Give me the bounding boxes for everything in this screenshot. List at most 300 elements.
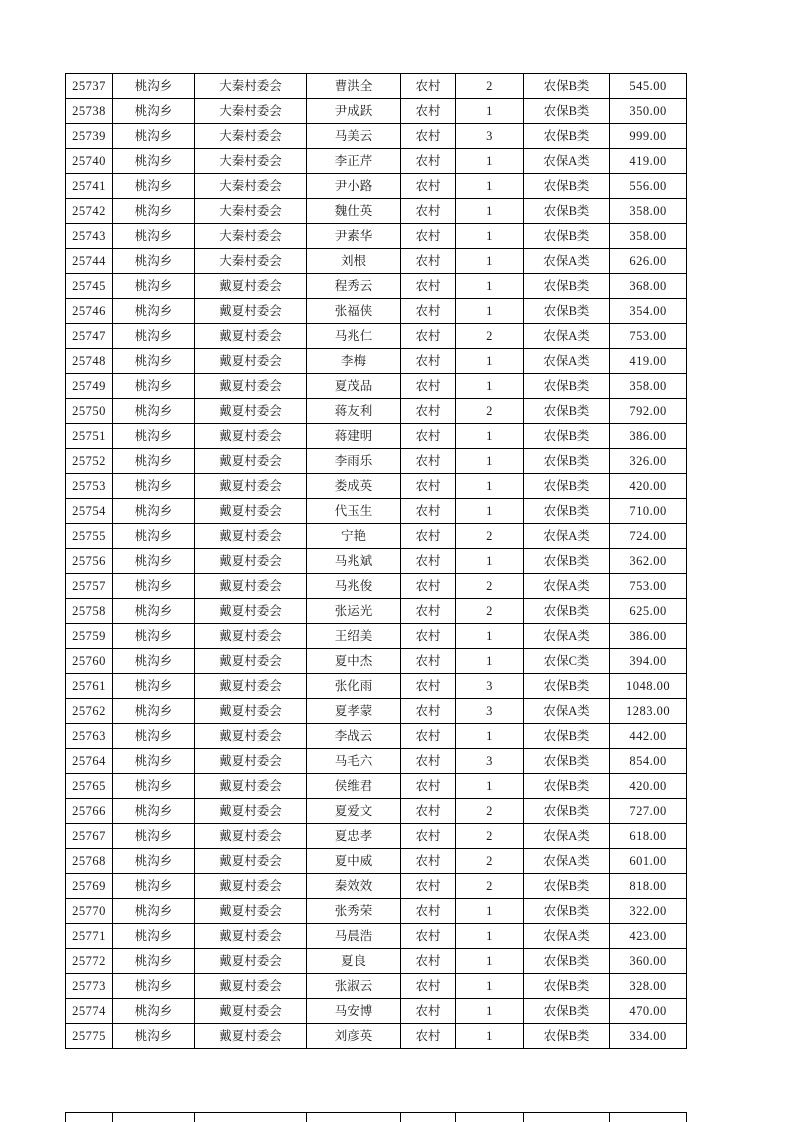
- cell-record-id: 25774: [66, 999, 113, 1024]
- cell-amount: 419.00: [610, 349, 687, 374]
- cell-record-id: 25761: [66, 674, 113, 699]
- cell-record-id: 25737: [66, 74, 113, 99]
- cell-person-name: 王绍美: [307, 624, 401, 649]
- table-row: [66, 949, 687, 974]
- cell-insurance-category: 农保A类: [524, 849, 610, 874]
- cell-amount: 358.00: [610, 224, 687, 249]
- cell-amount: 442.00: [610, 724, 687, 749]
- cell-amount: 545.00: [610, 74, 687, 99]
- cell-record-id: 25747: [66, 324, 113, 349]
- cell-village-committee: 戴夏村委会: [195, 924, 307, 949]
- cell-partial: [456, 1113, 524, 1122]
- cell-insurance-category: 农保B类: [524, 749, 610, 774]
- cell-amount: 470.00: [610, 999, 687, 1024]
- cell-township: 桃沟乡: [113, 424, 195, 449]
- cell-person-count: 1: [456, 424, 524, 449]
- cell-residence-type: 农村: [401, 624, 456, 649]
- cell-township: 桃沟乡: [113, 199, 195, 224]
- cell-person-count: 1: [456, 224, 524, 249]
- cell-person-count: 2: [456, 599, 524, 624]
- cell-person-count: 1: [456, 924, 524, 949]
- cell-village-committee: 戴夏村委会: [195, 374, 307, 399]
- cell-person-count: 2: [456, 74, 524, 99]
- cell-person-name: 夏中杰: [307, 649, 401, 674]
- cell-village-committee: 戴夏村委会: [195, 524, 307, 549]
- cell-person-count: 3: [456, 674, 524, 699]
- cell-village-committee: 大秦村委会: [195, 224, 307, 249]
- table-row: [66, 374, 687, 399]
- cell-person-name: 李正芹: [307, 149, 401, 174]
- table-row: [66, 899, 687, 924]
- cell-person-name: 秦效效: [307, 874, 401, 899]
- cell-record-id: 25768: [66, 849, 113, 874]
- cell-person-name: 尹素华: [307, 224, 401, 249]
- cell-partial: [195, 1113, 307, 1122]
- cell-township: 桃沟乡: [113, 474, 195, 499]
- cell-insurance-category: 农保B类: [524, 874, 610, 899]
- cell-insurance-category: 农保B类: [524, 274, 610, 299]
- cell-record-id: 25754: [66, 499, 113, 524]
- cell-amount: 753.00: [610, 324, 687, 349]
- cell-residence-type: 农村: [401, 174, 456, 199]
- cell-amount: 1048.00: [610, 674, 687, 699]
- cell-residence-type: 农村: [401, 224, 456, 249]
- table-row: [66, 774, 687, 799]
- cell-township: 桃沟乡: [113, 949, 195, 974]
- cell-person-name: 张化雨: [307, 674, 401, 699]
- cell-township: 桃沟乡: [113, 599, 195, 624]
- cell-person-count: 1: [456, 249, 524, 274]
- cell-record-id: 25743: [66, 224, 113, 249]
- cell-village-committee: 戴夏村委会: [195, 724, 307, 749]
- cell-person-count: 1: [456, 349, 524, 374]
- cell-record-id: 25773: [66, 974, 113, 999]
- cell-person-name: 夏爱文: [307, 799, 401, 824]
- table-row: [66, 674, 687, 699]
- cell-record-id: 25769: [66, 874, 113, 899]
- cell-insurance-category: 农保B类: [524, 99, 610, 124]
- cell-person-name: 马兆斌: [307, 549, 401, 574]
- cell-person-name: 蒋建明: [307, 424, 401, 449]
- cell-person-count: 2: [456, 874, 524, 899]
- cell-record-id: 25740: [66, 149, 113, 174]
- cell-residence-type: 农村: [401, 974, 456, 999]
- cell-village-committee: 戴夏村委会: [195, 299, 307, 324]
- cell-record-id: 25746: [66, 299, 113, 324]
- cell-person-name: 娄成英: [307, 474, 401, 499]
- cell-residence-type: 农村: [401, 374, 456, 399]
- cell-person-name: 马兆仁: [307, 324, 401, 349]
- table-row: [66, 199, 687, 224]
- table-row: [66, 174, 687, 199]
- cell-insurance-category: 农保A类: [524, 149, 610, 174]
- table-row: [66, 924, 687, 949]
- cell-village-committee: 戴夏村委会: [195, 624, 307, 649]
- cell-insurance-category: 农保B类: [524, 449, 610, 474]
- cell-amount: 753.00: [610, 574, 687, 599]
- cell-partial: [401, 1113, 456, 1122]
- cell-person-name: 侯维君: [307, 774, 401, 799]
- cell-village-committee: 戴夏村委会: [195, 449, 307, 474]
- cell-township: 桃沟乡: [113, 649, 195, 674]
- cell-person-count: 1: [456, 499, 524, 524]
- cell-amount: 1283.00: [610, 699, 687, 724]
- cell-residence-type: 农村: [401, 199, 456, 224]
- cell-residence-type: 农村: [401, 799, 456, 824]
- cell-township: 桃沟乡: [113, 574, 195, 599]
- cell-record-id: 25753: [66, 474, 113, 499]
- cell-township: 桃沟乡: [113, 524, 195, 549]
- cell-insurance-category: 农保B类: [524, 949, 610, 974]
- cell-person-count: 1: [456, 549, 524, 574]
- table-row: [66, 799, 687, 824]
- cell-village-committee: 戴夏村委会: [195, 899, 307, 924]
- cell-township: 桃沟乡: [113, 799, 195, 824]
- cell-insurance-category: 农保B类: [524, 599, 610, 624]
- cell-record-id: 25759: [66, 624, 113, 649]
- cell-insurance-category: 农保A类: [524, 324, 610, 349]
- cell-amount: 354.00: [610, 299, 687, 324]
- cell-residence-type: 农村: [401, 149, 456, 174]
- cell-record-id: 25762: [66, 699, 113, 724]
- cell-township: 桃沟乡: [113, 74, 195, 99]
- cell-village-committee: 大秦村委会: [195, 174, 307, 199]
- cell-residence-type: 农村: [401, 724, 456, 749]
- cell-township: 桃沟乡: [113, 174, 195, 199]
- table-row: [66, 249, 687, 274]
- cell-person-name: 张淑云: [307, 974, 401, 999]
- cell-residence-type: 农村: [401, 299, 456, 324]
- cell-residence-type: 农村: [401, 899, 456, 924]
- cell-township: 桃沟乡: [113, 999, 195, 1024]
- cell-record-id: 25748: [66, 349, 113, 374]
- cell-residence-type: 农村: [401, 824, 456, 849]
- cell-township: 桃沟乡: [113, 974, 195, 999]
- cell-residence-type: 农村: [401, 474, 456, 499]
- cell-person-name: 刘彦英: [307, 1024, 401, 1049]
- cell-person-count: 2: [456, 399, 524, 424]
- cell-record-id: 25760: [66, 649, 113, 674]
- cell-amount: 350.00: [610, 99, 687, 124]
- cell-record-id: 25772: [66, 949, 113, 974]
- cell-insurance-category: 农保B类: [524, 424, 610, 449]
- cell-village-committee: 戴夏村委会: [195, 749, 307, 774]
- cell-township: 桃沟乡: [113, 874, 195, 899]
- cell-village-committee: 戴夏村委会: [195, 474, 307, 499]
- cell-person-name: 代玉生: [307, 499, 401, 524]
- table-row: [66, 974, 687, 999]
- cell-residence-type: 农村: [401, 674, 456, 699]
- cell-person-name: 李梅: [307, 349, 401, 374]
- cell-insurance-category: 农保B类: [524, 974, 610, 999]
- cell-record-id: 25763: [66, 724, 113, 749]
- cell-village-committee: 戴夏村委会: [195, 1024, 307, 1049]
- cell-record-id: 25775: [66, 1024, 113, 1049]
- cell-person-name: 程秀云: [307, 274, 401, 299]
- cell-person-name: 张运光: [307, 599, 401, 624]
- table-row: [66, 499, 687, 524]
- cell-amount: 626.00: [610, 249, 687, 274]
- cell-township: 桃沟乡: [113, 124, 195, 149]
- table-row: [66, 424, 687, 449]
- cell-person-name: 李雨乐: [307, 449, 401, 474]
- cell-amount: 362.00: [610, 549, 687, 574]
- cell-village-committee: 戴夏村委会: [195, 599, 307, 624]
- cell-person-name: 夏茂品: [307, 374, 401, 399]
- table-row-partial: [66, 1113, 687, 1122]
- cell-insurance-category: 农保A类: [524, 624, 610, 649]
- cell-record-id: 25745: [66, 274, 113, 299]
- cell-amount: 394.00: [610, 649, 687, 674]
- cell-record-id: 25755: [66, 524, 113, 549]
- cell-record-id: 25749: [66, 374, 113, 399]
- cell-village-committee: 戴夏村委会: [195, 324, 307, 349]
- cell-record-id: 25742: [66, 199, 113, 224]
- cell-amount: 710.00: [610, 499, 687, 524]
- cell-person-count: 1: [456, 99, 524, 124]
- cell-village-committee: 戴夏村委会: [195, 824, 307, 849]
- cell-insurance-category: 农保B类: [524, 799, 610, 824]
- cell-township: 桃沟乡: [113, 499, 195, 524]
- cell-insurance-category: 农保A类: [524, 824, 610, 849]
- cell-record-id: 25739: [66, 124, 113, 149]
- cell-residence-type: 农村: [401, 124, 456, 149]
- cell-person-count: 1: [456, 774, 524, 799]
- cell-insurance-category: 农保B类: [524, 674, 610, 699]
- cell-person-count: 1: [456, 999, 524, 1024]
- cell-insurance-category: 农保A类: [524, 574, 610, 599]
- cell-person-name: 宁艳: [307, 524, 401, 549]
- cell-residence-type: 农村: [401, 499, 456, 524]
- cell-insurance-category: 农保B类: [524, 374, 610, 399]
- cell-record-id: 25744: [66, 249, 113, 274]
- cell-person-count: 1: [456, 474, 524, 499]
- cell-village-committee: 戴夏村委会: [195, 399, 307, 424]
- cell-township: 桃沟乡: [113, 849, 195, 874]
- cell-record-id: 25741: [66, 174, 113, 199]
- cell-person-count: 1: [456, 374, 524, 399]
- cell-record-id: 25764: [66, 749, 113, 774]
- cell-village-committee: 戴夏村委会: [195, 999, 307, 1024]
- table-row: [66, 699, 687, 724]
- cell-insurance-category: 农保B类: [524, 474, 610, 499]
- cell-amount: 322.00: [610, 899, 687, 924]
- cell-village-committee: 大秦村委会: [195, 149, 307, 174]
- cell-insurance-category: 农保B类: [524, 899, 610, 924]
- cell-village-committee: 大秦村委会: [195, 249, 307, 274]
- table-row: [66, 1024, 687, 1049]
- cell-insurance-category: 农保B类: [524, 399, 610, 424]
- cell-person-count: 1: [456, 199, 524, 224]
- cell-village-committee: 戴夏村委会: [195, 949, 307, 974]
- cell-township: 桃沟乡: [113, 774, 195, 799]
- cell-residence-type: 农村: [401, 874, 456, 899]
- table-row: [66, 399, 687, 424]
- cell-person-name: 张秀荣: [307, 899, 401, 924]
- cell-person-name: 张福侠: [307, 299, 401, 324]
- cell-amount: 386.00: [610, 424, 687, 449]
- cell-person-name: 夏中威: [307, 849, 401, 874]
- table-row: [66, 224, 687, 249]
- cell-township: 桃沟乡: [113, 924, 195, 949]
- table-row: [66, 299, 687, 324]
- cell-person-name: 夏忠孝: [307, 824, 401, 849]
- cell-amount: 625.00: [610, 599, 687, 624]
- cell-person-count: 1: [456, 299, 524, 324]
- table-row: [66, 124, 687, 149]
- cell-insurance-category: 农保B类: [524, 774, 610, 799]
- cell-residence-type: 农村: [401, 274, 456, 299]
- cell-insurance-category: 农保A类: [524, 924, 610, 949]
- cell-township: 桃沟乡: [113, 899, 195, 924]
- cell-person-count: 2: [456, 524, 524, 549]
- cell-amount: 601.00: [610, 849, 687, 874]
- cell-insurance-category: 农保B类: [524, 724, 610, 749]
- cell-residence-type: 农村: [401, 449, 456, 474]
- cell-person-count: 2: [456, 849, 524, 874]
- cell-insurance-category: 农保C类: [524, 649, 610, 674]
- cell-record-id: 25738: [66, 99, 113, 124]
- cell-township: 桃沟乡: [113, 349, 195, 374]
- table-row: [66, 624, 687, 649]
- cell-insurance-category: 农保B类: [524, 199, 610, 224]
- cell-amount: 334.00: [610, 1024, 687, 1049]
- cell-record-id: 25766: [66, 799, 113, 824]
- cell-township: 桃沟乡: [113, 224, 195, 249]
- table-row: [66, 449, 687, 474]
- cell-township: 桃沟乡: [113, 749, 195, 774]
- cell-amount: 419.00: [610, 149, 687, 174]
- cell-person-name: 马晨浩: [307, 924, 401, 949]
- cell-person-count: 2: [456, 574, 524, 599]
- cell-residence-type: 农村: [401, 599, 456, 624]
- cell-amount: 368.00: [610, 274, 687, 299]
- partial-next-row: [65, 1112, 687, 1122]
- cell-village-committee: 戴夏村委会: [195, 274, 307, 299]
- cell-amount: 358.00: [610, 374, 687, 399]
- cell-residence-type: 农村: [401, 949, 456, 974]
- cell-residence-type: 农村: [401, 99, 456, 124]
- cell-amount: 854.00: [610, 749, 687, 774]
- cell-person-count: 1: [456, 974, 524, 999]
- cell-township: 桃沟乡: [113, 374, 195, 399]
- cell-amount: 818.00: [610, 874, 687, 899]
- cell-person-name: 魏仕英: [307, 199, 401, 224]
- cell-village-committee: 戴夏村委会: [195, 874, 307, 899]
- cell-amount: 386.00: [610, 624, 687, 649]
- cell-insurance-category: 农保B类: [524, 124, 610, 149]
- cell-amount: 326.00: [610, 449, 687, 474]
- cell-village-committee: 戴夏村委会: [195, 649, 307, 674]
- cell-township: 桃沟乡: [113, 249, 195, 274]
- cell-township: 桃沟乡: [113, 274, 195, 299]
- cell-residence-type: 农村: [401, 749, 456, 774]
- cell-insurance-category: 农保B类: [524, 499, 610, 524]
- cell-residence-type: 农村: [401, 424, 456, 449]
- cell-amount: 618.00: [610, 824, 687, 849]
- table-row: [66, 549, 687, 574]
- cell-amount: 420.00: [610, 774, 687, 799]
- cell-person-count: 1: [456, 149, 524, 174]
- cell-record-id: 25751: [66, 424, 113, 449]
- cell-insurance-category: 农保A类: [524, 349, 610, 374]
- table-row: [66, 749, 687, 774]
- cell-record-id: 25757: [66, 574, 113, 599]
- cell-partial: [113, 1113, 195, 1122]
- cell-person-count: 1: [456, 899, 524, 924]
- cell-insurance-category: 农保B类: [524, 999, 610, 1024]
- cell-residence-type: 农村: [401, 399, 456, 424]
- cell-township: 桃沟乡: [113, 99, 195, 124]
- cell-person-count: 1: [456, 949, 524, 974]
- cell-insurance-category: 农保B类: [524, 174, 610, 199]
- cell-person-name: 马兆俊: [307, 574, 401, 599]
- cell-record-id: 25758: [66, 599, 113, 624]
- cell-residence-type: 农村: [401, 349, 456, 374]
- cell-person-count: 1: [456, 724, 524, 749]
- cell-township: 桃沟乡: [113, 824, 195, 849]
- cell-residence-type: 农村: [401, 699, 456, 724]
- cell-record-id: 25771: [66, 924, 113, 949]
- cell-person-count: 1: [456, 624, 524, 649]
- cell-township: 桃沟乡: [113, 549, 195, 574]
- cell-village-committee: 大秦村委会: [195, 74, 307, 99]
- cell-amount: 358.00: [610, 199, 687, 224]
- cell-partial: [610, 1113, 687, 1122]
- cell-village-committee: 大秦村委会: [195, 199, 307, 224]
- cell-insurance-category: 农保A类: [524, 699, 610, 724]
- cell-record-id: 25770: [66, 899, 113, 924]
- cell-insurance-category: 农保B类: [524, 74, 610, 99]
- table-row: [66, 874, 687, 899]
- cell-person-name: 夏孝蒙: [307, 699, 401, 724]
- table-row: [66, 999, 687, 1024]
- cell-amount: 727.00: [610, 799, 687, 824]
- cell-amount: 360.00: [610, 949, 687, 974]
- cell-record-id: 25752: [66, 449, 113, 474]
- table-row: [66, 574, 687, 599]
- cell-person-name: 曹洪全: [307, 74, 401, 99]
- cell-residence-type: 农村: [401, 999, 456, 1024]
- cell-village-committee: 戴夏村委会: [195, 774, 307, 799]
- cell-residence-type: 农村: [401, 249, 456, 274]
- cell-village-committee: 戴夏村委会: [195, 699, 307, 724]
- table-row: [66, 824, 687, 849]
- cell-village-committee: 戴夏村委会: [195, 549, 307, 574]
- cell-residence-type: 农村: [401, 1024, 456, 1049]
- cell-insurance-category: 农保A类: [524, 249, 610, 274]
- cell-record-id: 25750: [66, 399, 113, 424]
- cell-amount: 328.00: [610, 974, 687, 999]
- cell-residence-type: 农村: [401, 649, 456, 674]
- cell-person-name: 马安博: [307, 999, 401, 1024]
- cell-amount: 792.00: [610, 399, 687, 424]
- cell-insurance-category: 农保B类: [524, 549, 610, 574]
- cell-residence-type: 农村: [401, 524, 456, 549]
- cell-person-count: 2: [456, 824, 524, 849]
- table-row: [66, 99, 687, 124]
- table-row: [66, 149, 687, 174]
- cell-partial: [524, 1113, 610, 1122]
- cell-amount: 724.00: [610, 524, 687, 549]
- cell-residence-type: 农村: [401, 924, 456, 949]
- cell-township: 桃沟乡: [113, 674, 195, 699]
- cell-township: 桃沟乡: [113, 449, 195, 474]
- cell-person-count: 3: [456, 699, 524, 724]
- cell-partial: [66, 1113, 113, 1122]
- table-body: [66, 74, 687, 1049]
- table-row: [66, 324, 687, 349]
